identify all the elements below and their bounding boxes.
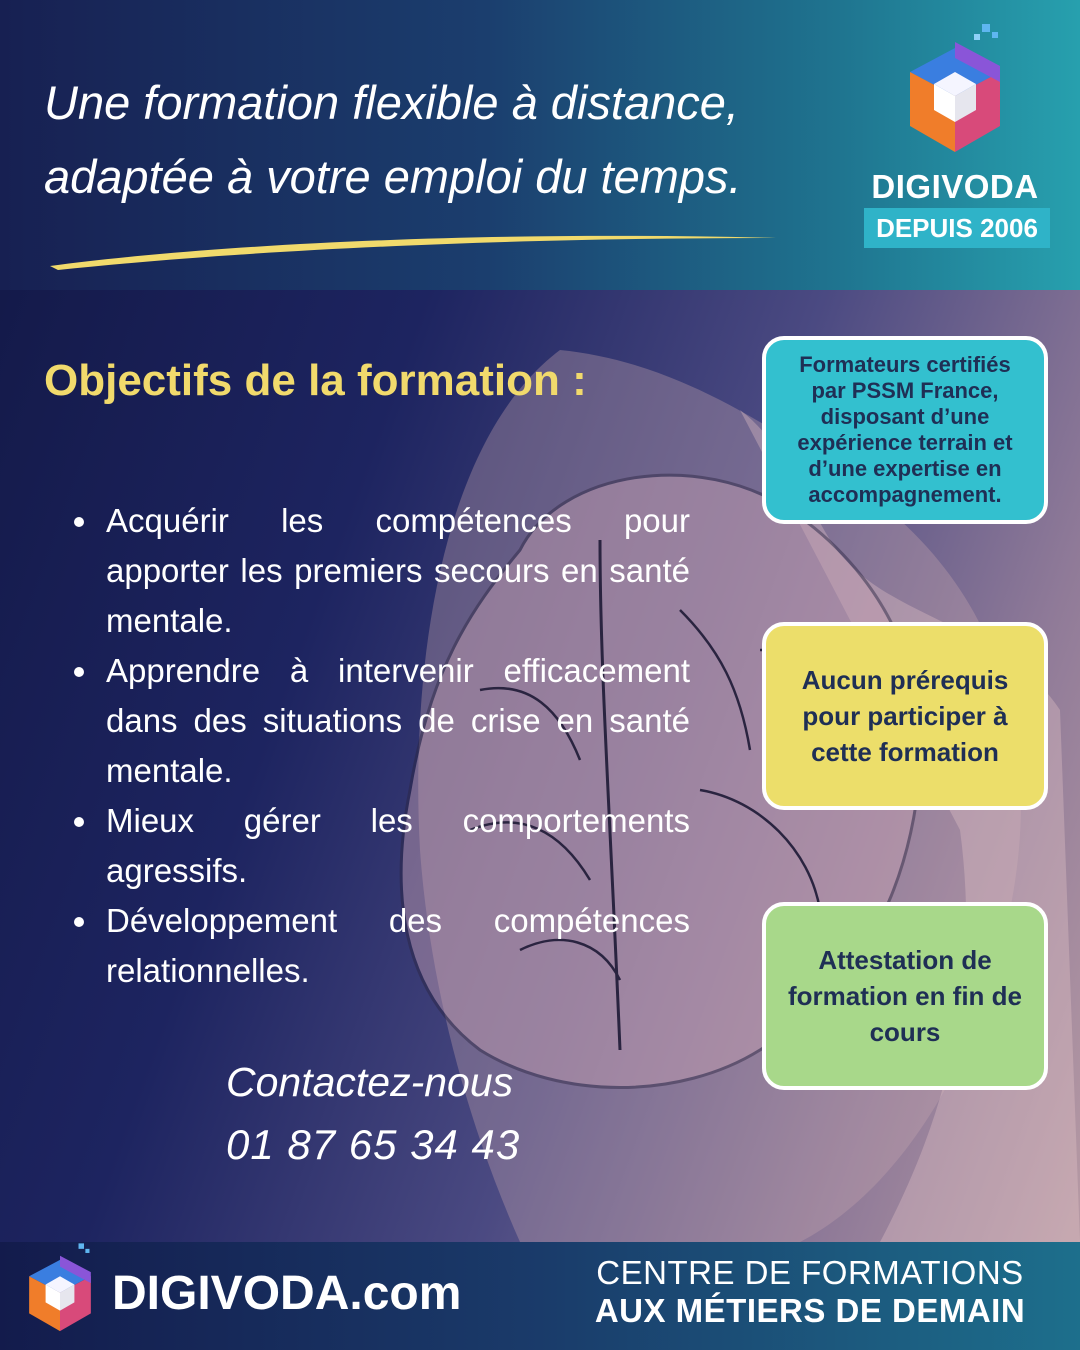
objectives-title: Objectifs de la formation : (44, 356, 587, 405)
bullet-icon (74, 517, 84, 527)
digivoda-cube-logo-icon (900, 22, 1010, 162)
contact-phone[interactable]: 01 87 65 34 43 (226, 1121, 521, 1168)
info-card-certificate: Attestation de formation en fin de cours (762, 902, 1048, 1090)
headline (44, 66, 844, 214)
objective-item: Mieux gérer les comportements agressifs. (70, 796, 690, 896)
brand-name: DIGIVODA (871, 168, 1039, 205)
objective-item: Apprendre à intervenir efficacement dans des situations de crise en santé mentale. (70, 646, 690, 796)
brand-logo[interactable] (860, 22, 1060, 252)
main-section (0, 290, 1080, 1242)
bullet-icon (74, 917, 84, 927)
tagline-line-2: AUX MÉTIERS DE DEMAIN (594, 1292, 1026, 1329)
bullet-icon (74, 667, 84, 677)
objectives-list (70, 496, 690, 996)
headline-line-2: adaptée à votre emploi du temps. (44, 150, 742, 203)
contact-label: Contactez-nous (226, 1059, 514, 1105)
digivoda-cube-logo-icon (22, 1242, 98, 1338)
bullet-icon (74, 817, 84, 827)
footer-tagline (560, 1254, 1060, 1330)
objective-item: Développement des compétences relationnelles. (70, 896, 690, 996)
footer-banner (0, 1242, 1080, 1350)
tagline-line-1: CENTRE DE FORMATIONS (596, 1254, 1024, 1291)
info-card-prerequisites: Aucun prérequis pour participer à cette formation (762, 622, 1048, 810)
footer-website-link[interactable]: DIGIVODA.com (112, 1267, 462, 1320)
header-banner (0, 0, 1080, 290)
since-badge: DEPUIS 2006 (864, 208, 1050, 248)
contact-block (226, 1052, 646, 1178)
objective-item: Acquérir les compétences pour apporter les premiers secours en santé mentale. (70, 496, 690, 646)
yellow-swoosh-underline (48, 226, 778, 272)
headline-line-1: Une formation flexible à distance, (44, 76, 739, 129)
info-card-trainers: Formateurs certifiés par PSSM France, disposant d’une expérience terrain et d’une expertise en accompagnement. (762, 336, 1048, 524)
